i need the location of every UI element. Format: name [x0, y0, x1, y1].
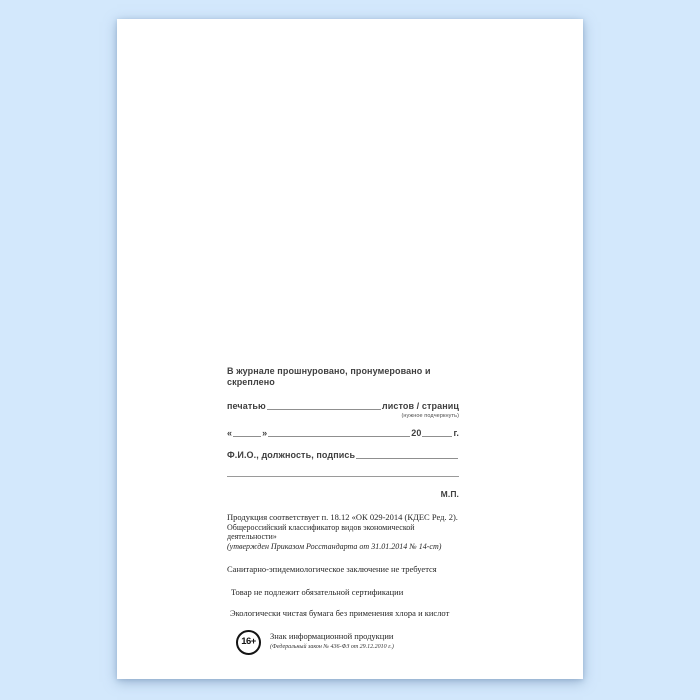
underline-applicable-note: (нужное подчеркнуть) [401, 413, 459, 419]
seal-prefix-label: печатью [227, 401, 266, 411]
fio-position-signature-label: Ф.И.О., должность, подпись [227, 450, 356, 460]
product-compliance-block [227, 513, 463, 655]
compliance-line-3: (утвержден Приказом Росстандарта от 31.01.2014 № 14-ст) [227, 541, 442, 551]
fio-row [227, 450, 459, 460]
date-row [227, 428, 459, 438]
stitched-statement-text: В журнале прошнуровано, пронумеровано и скреплено [227, 366, 431, 387]
compliance-line-1: Продукция соответствует п. 18.12 «ОК 029-2014 (КДЕС Ред. 2). [227, 512, 458, 522]
certification-statement: Товар не подлежит обязательной сертификации [231, 586, 404, 597]
info-sign-law-note: (Федеральный закон № 436-ФЗ от 29.12.2010 г.) [270, 643, 394, 650]
year-blank-line [422, 436, 452, 437]
seal-sheets-row [227, 401, 459, 411]
sheets-pages-label: листов / страниц [381, 401, 459, 411]
compliance-line-2: Общероссийский классификатор видов экономической деятельности» [227, 522, 415, 541]
info-sign-text [270, 632, 394, 653]
year-prefix-label: 20 [411, 428, 422, 438]
age-rating-16plus-icon: 16+ [236, 630, 261, 655]
document-page [117, 19, 583, 679]
sheets-count-blank-line [267, 409, 381, 410]
ecology-statement: Экологически чистая бумага без применения хлора и кислот [230, 608, 450, 618]
compliance-paragraph [227, 513, 463, 551]
close-quote-mark: » [262, 428, 268, 438]
journal-stitching-block [227, 366, 459, 499]
info-product-sign-row [227, 630, 463, 655]
day-blank-line [233, 436, 261, 437]
signature-blank-line [356, 458, 458, 459]
open-quote-mark: « [227, 428, 233, 438]
year-suffix-label: г. [453, 428, 459, 438]
sanitary-statement: Санитарно-эпидемиологическое заключение не требуется [227, 564, 437, 574]
stamp-place-abbr: М.П. [440, 489, 459, 499]
month-blank-line [268, 436, 410, 437]
info-sign-title: Знак информационной продукции [270, 630, 394, 641]
full-width-blank-line [227, 476, 459, 477]
